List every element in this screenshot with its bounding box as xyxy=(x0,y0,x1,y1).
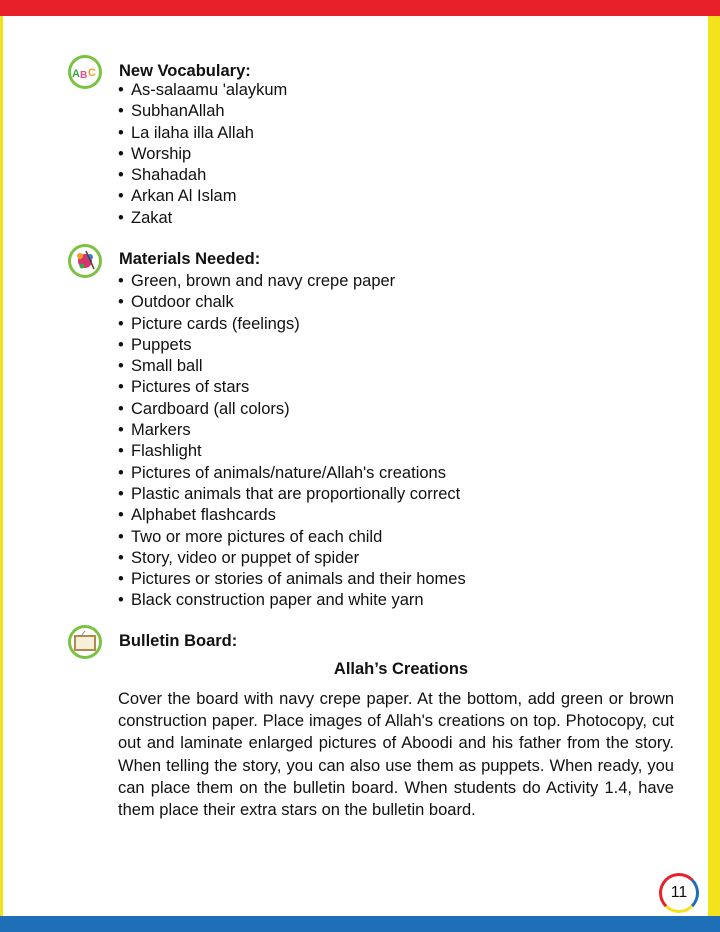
paint-palette-icon xyxy=(68,244,102,278)
list-item xyxy=(118,420,466,441)
bullet-dot: • xyxy=(118,421,124,440)
bulletin-board-icon xyxy=(68,625,102,659)
list-item-text: SubhanAllah xyxy=(131,102,225,121)
list-item xyxy=(118,101,287,122)
list-item xyxy=(118,399,466,420)
list-item-text: Shahadah xyxy=(131,166,207,185)
bullet-dot: • xyxy=(118,378,124,397)
top-color-bar xyxy=(0,0,720,16)
bullet-dot: • xyxy=(118,272,124,290)
list-item xyxy=(118,165,287,186)
bulletin-body: Cover the board with navy crepe paper. At the bottom, add green or brown construction paper. Place images of Allah's creations on top. Photocopy, cut out and laminate enlarged pictures of Aboodi and his father from the story. When telling the story, you can also use them as puppets. When ready, you can place them on the bulletin board. When students do Activity 1.4, have them place their extra stars on the bulletin board. xyxy=(118,690,674,820)
bullet-dot: • xyxy=(118,357,124,376)
page-number xyxy=(659,873,699,913)
abc-letters-icon xyxy=(68,55,102,89)
list-item-text: Plastic animals that are proportionally correct xyxy=(131,484,461,503)
list-item-text: Markers xyxy=(131,421,191,440)
vocabulary-list xyxy=(118,80,287,229)
materials-title: Materials Needed: xyxy=(119,250,261,268)
list-item xyxy=(118,186,287,207)
list-item-text: Alphabet flashcards xyxy=(131,506,276,525)
list-item-text: Cardboard (all colors) xyxy=(131,399,290,418)
bulletin-heading: Allah’s Creations xyxy=(333,660,469,678)
list-item xyxy=(118,441,466,462)
list-item xyxy=(118,208,287,229)
list-item xyxy=(118,292,466,313)
list-item-text: Small ball xyxy=(131,357,203,376)
list-item-text: Story, video or puppet of spider xyxy=(131,548,360,567)
bullet-dot: • xyxy=(118,208,124,227)
vocabulary-title: New Vocabulary: xyxy=(119,62,251,80)
list-item-text: Green, brown and navy crepe paper xyxy=(131,272,396,290)
list-item-text: Pictures of animals/nature/Allah's creations xyxy=(131,463,446,482)
svg-text:C: C xyxy=(88,67,96,79)
list-item xyxy=(118,123,287,144)
bullet-dot: • xyxy=(118,570,124,589)
bullet-dot: • xyxy=(118,187,124,206)
bullet-dot: • xyxy=(118,484,124,503)
page-number-text: 11 xyxy=(670,884,688,901)
list-item xyxy=(118,527,466,548)
list-item-text: Pictures of stars xyxy=(131,378,250,397)
bullet-dot: • xyxy=(118,144,124,163)
bullet-dot: • xyxy=(118,527,124,546)
list-item xyxy=(118,505,466,526)
bottom-color-bar xyxy=(0,916,720,932)
list-item xyxy=(118,377,466,398)
bullet-dot: • xyxy=(118,314,124,333)
svg-text:B: B xyxy=(80,70,88,81)
bullet-dot: • xyxy=(118,81,124,99)
list-item-text: Two or more pictures of each child xyxy=(131,527,383,546)
list-item xyxy=(118,463,466,484)
list-item-text: Black construction paper and white yarn xyxy=(131,591,424,610)
list-item-text: La ilaha illa Allah xyxy=(131,123,254,142)
list-item-text: Worship xyxy=(131,144,192,163)
list-item-text: Pictures or stories of animals and their homes xyxy=(131,570,466,589)
list-item xyxy=(118,356,466,377)
list-item xyxy=(118,271,466,292)
list-item xyxy=(118,569,466,590)
bullet-dot: • xyxy=(118,123,124,142)
bullet-dot: • xyxy=(118,506,124,525)
bullet-dot: • xyxy=(118,463,124,482)
list-item xyxy=(118,590,466,611)
list-item-text: Puppets xyxy=(131,335,192,354)
bullet-dot: • xyxy=(118,548,124,567)
list-item xyxy=(118,335,466,356)
list-item-text: Flashlight xyxy=(131,442,202,461)
bullet-dot: • xyxy=(118,399,124,418)
bullet-dot: • xyxy=(118,166,124,185)
bullet-dot: • xyxy=(118,293,124,312)
list-item-text: Arkan Al Islam xyxy=(131,187,237,206)
list-item xyxy=(118,80,287,101)
bulletin-title: Bulletin Board: xyxy=(119,632,238,650)
list-item xyxy=(118,548,466,569)
list-item-text: Picture cards (feelings) xyxy=(131,314,300,333)
bullet-dot: • xyxy=(118,102,124,121)
list-item-text: Zakat xyxy=(131,208,173,227)
svg-text:A: A xyxy=(72,68,80,80)
list-item xyxy=(118,484,466,505)
left-color-bar xyxy=(0,16,3,916)
materials-list xyxy=(118,271,466,612)
bullet-dot: • xyxy=(118,335,124,354)
right-color-bar xyxy=(708,16,720,916)
bullet-dot: • xyxy=(118,442,124,461)
list-item-text: Outdoor chalk xyxy=(131,293,234,312)
list-item xyxy=(118,314,466,335)
list-item xyxy=(118,144,287,165)
list-item-text: As-salaamu 'alaykum xyxy=(131,81,288,99)
bullet-dot: • xyxy=(118,591,124,610)
